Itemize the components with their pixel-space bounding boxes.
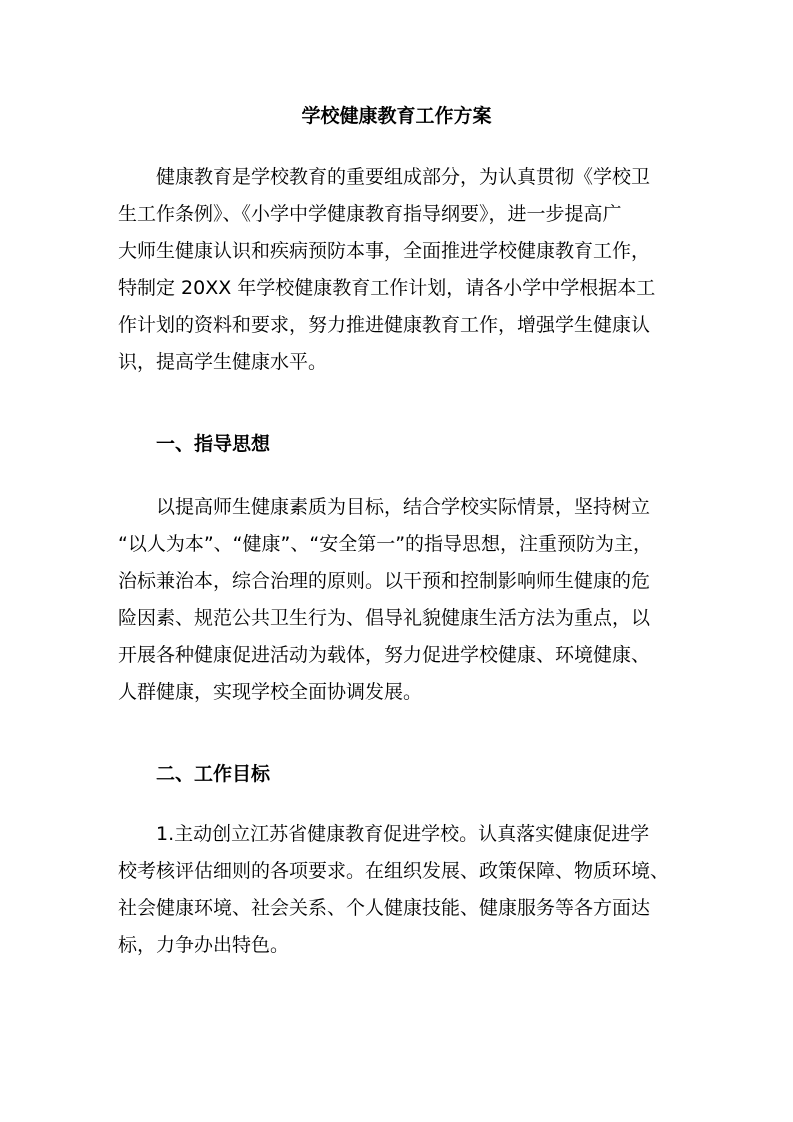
paragraph-line: “以人为本”、“健康”、“安全第一”的指导思想，注重预防为主， xyxy=(118,533,653,555)
paragraph-line: 开展各种健康促进活动为载体，努力促进学校健康、环境健康、 xyxy=(118,644,651,666)
paragraph-line: 大师生健康认识和疾病预防本事，全面推进学校健康教育工作， xyxy=(118,240,651,262)
page-title: 学校健康教育工作方案 xyxy=(301,105,492,127)
intro-paragraph xyxy=(118,159,678,381)
paragraph-line: 险因素、规范公共卫生行为、倡导礼貌健康生活方法为重点，以 xyxy=(118,607,651,629)
paragraph-line: 标，力争办出特色。 xyxy=(118,934,290,956)
paragraph-line: 以提高师生健康素质为目标，结合学校实际情景，坚持树立 xyxy=(156,496,651,518)
paragraph-line: 特制定 20XX 年学校健康教育工作计划，请各小学中学根据本工 xyxy=(118,277,656,299)
work-goals-paragraph xyxy=(118,816,678,964)
paragraph-line: 校考核评估细则的各项要求。在组织发展、政策保障、物质环境、 xyxy=(118,860,670,882)
paragraph-line: 1.主动创立江苏省健康教育促进学校。认真落实健康促进学 xyxy=(156,823,650,845)
section-heading-guiding-ideology: 一、指导思想 xyxy=(156,433,271,455)
paragraph-line: 识，提高学生健康水平。 xyxy=(118,351,328,373)
paragraph-line: 社会健康环境、社会关系、个人健康技能、健康服务等各方面达 xyxy=(118,897,651,919)
paragraph-line: 作计划的资料和要求，努力推进健康教育工作，增强学生健康认 xyxy=(118,314,651,336)
section-heading-work-goals: 二、工作目标 xyxy=(156,763,271,785)
paragraph-line: 人群健康，实现学校全面协调发展。 xyxy=(118,681,423,703)
guiding-ideology-paragraph xyxy=(118,489,678,711)
paragraph-line: 健康教育是学校教育的重要组成部分，为认真贯彻《学校卫 xyxy=(156,166,651,188)
paragraph-line: 治标兼治本，综合治理的原则。以干预和控制影响师生健康的危 xyxy=(118,570,651,592)
paragraph-line: 生工作条例》、《小学中学健康教育指导纲要》，进一步提高广 xyxy=(118,203,622,225)
